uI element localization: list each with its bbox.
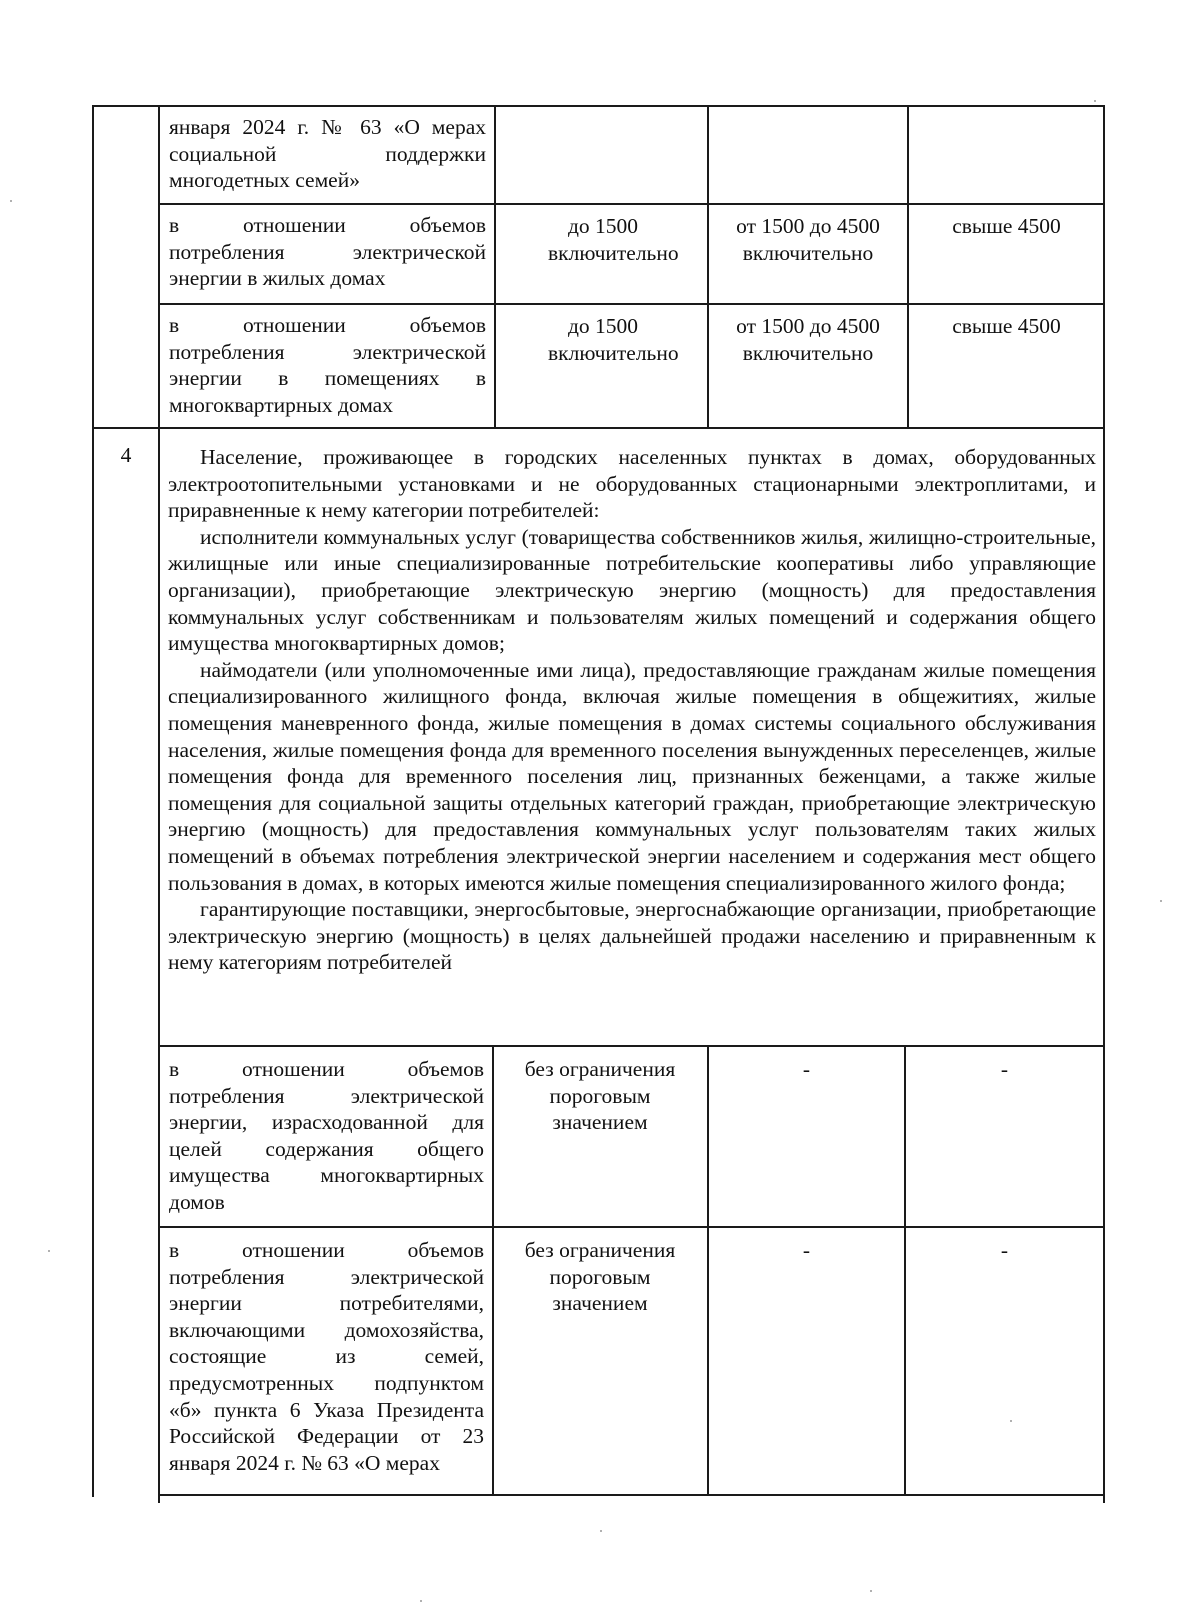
col-divider xyxy=(492,1045,494,1495)
row-b-threshold-mid: от 1500 до 4500 включительно xyxy=(736,214,880,265)
row-c-threshold-mid: от 1500 до 4500 включительно xyxy=(736,314,880,365)
paragraph: наймодатели (или уполномоченные ими лица), предоставляющие гражданам жилые помещения специализированного жилищного фонда, включая жилые помещения в общежитиях, жилые помещения маневренного фонда, жилые помещения в домах системы социального обслуживания населения, жилые помещения фонда для временного поселения вынужденных переселенцев, жилые помещения фонда для временного поселения лиц, признанных беженцами, а также жилые помещения для социальной защиты отдельных категорий граждан, приобретающие электрическую энергию (мощность) для предоставления коммунальных услуг пользователям таких жилых помещений в объемах потребления электрической энергии населением и содержания мест общего пользования в домах, в которых имеются жилые помещения специализированного жилого фонда; xyxy=(168,657,1096,895)
table-top-border xyxy=(92,105,1105,107)
scan-speck xyxy=(1160,900,1162,902)
row-e-threshold-high: - xyxy=(1000,1238,1009,1262)
row-c-threshold-low: до 1500 включительно xyxy=(548,314,679,365)
row-e-threshold-low: без ограничения пороговым значением xyxy=(524,1238,676,1316)
row-divider xyxy=(158,303,1105,305)
row-d-threshold-high: - xyxy=(1000,1057,1009,1081)
row-divider xyxy=(158,203,1105,205)
row-divider xyxy=(158,1226,1105,1228)
col-divider xyxy=(707,1045,709,1495)
row-divider xyxy=(158,1045,1105,1047)
table-left-border xyxy=(92,105,94,1497)
scan-speck xyxy=(420,1600,422,1602)
col-divider xyxy=(907,105,909,428)
row-c-threshold-high: свыше 4500 xyxy=(952,314,1061,338)
row-b-label: в отношении объемов потребления электрической энергии в жилых домах xyxy=(169,213,486,291)
col-divider xyxy=(707,105,709,428)
row-d-label: в отношении объемов потребления электрической энергии, израсходованной для целей содержания общего имущества многоквартирных домов xyxy=(169,1057,484,1214)
section-divider xyxy=(92,427,1105,429)
row-b-threshold-low: до 1500 включительно xyxy=(548,214,679,265)
scan-speck xyxy=(870,1590,872,1592)
row-b-threshold-high: свыше 4500 xyxy=(952,214,1061,238)
col-divider xyxy=(904,1045,906,1495)
row-d-threshold-mid: - xyxy=(802,1057,811,1081)
paragraph: Население, проживающее в городских населенных пунктах в домах, оборудованных электроотопительными установками и не оборудованных стационарными электроплитами, и приравненные к нему категории потребителей: xyxy=(168,445,1096,523)
row-d-threshold-low: без ограничения пороговым значением xyxy=(524,1057,676,1135)
col-divider xyxy=(494,105,496,428)
section-number: 4 xyxy=(120,443,132,467)
row-a-label: января 2024 г. № 63 «О мерах социальной поддержки многодетных семей» xyxy=(169,115,486,193)
scan-speck xyxy=(1010,1420,1012,1422)
scan-speck xyxy=(600,1530,602,1532)
paragraph: гарантирующие поставщики, энергосбытовые, энергоснабжающие организации, приобретающие электрическую энергию (мощность) в целях дальнейшей продажи населению и приравненным к нему категориям потребителей xyxy=(168,897,1096,975)
paragraph: исполнители коммунальных услуг (товарищества собственников жилья, жилищно-строительные, жилищные или иные специализированные потребительские кооперативы либо управляющие организации), приобретающие электрическую энергию (мощность) для предоставления коммунальных услуг собственникам и пользователям жилых помещений и содержания общего имущества многоквартирных домов; xyxy=(168,524,1096,656)
scan-speck xyxy=(10,200,12,202)
table-bottom-border xyxy=(158,1494,1105,1496)
section4-description xyxy=(164,444,1104,976)
row-c-label: в отношении объемов потребления электрической энергии в помещениях в многоквартирных домах xyxy=(169,313,486,417)
scan-speck xyxy=(1094,100,1096,102)
row-e-label: в отношении объемов потребления электрической энергии потребителями, включающими домохозяйства, состоящие из семей, предусмотренных подпунктом «б» пункта 6 Указа Президента Российской Федерации от 23 января 2024 г. № 63 «О мерах xyxy=(169,1238,484,1475)
row-e-threshold-mid: - xyxy=(802,1238,811,1262)
scan-speck xyxy=(48,1250,50,1252)
